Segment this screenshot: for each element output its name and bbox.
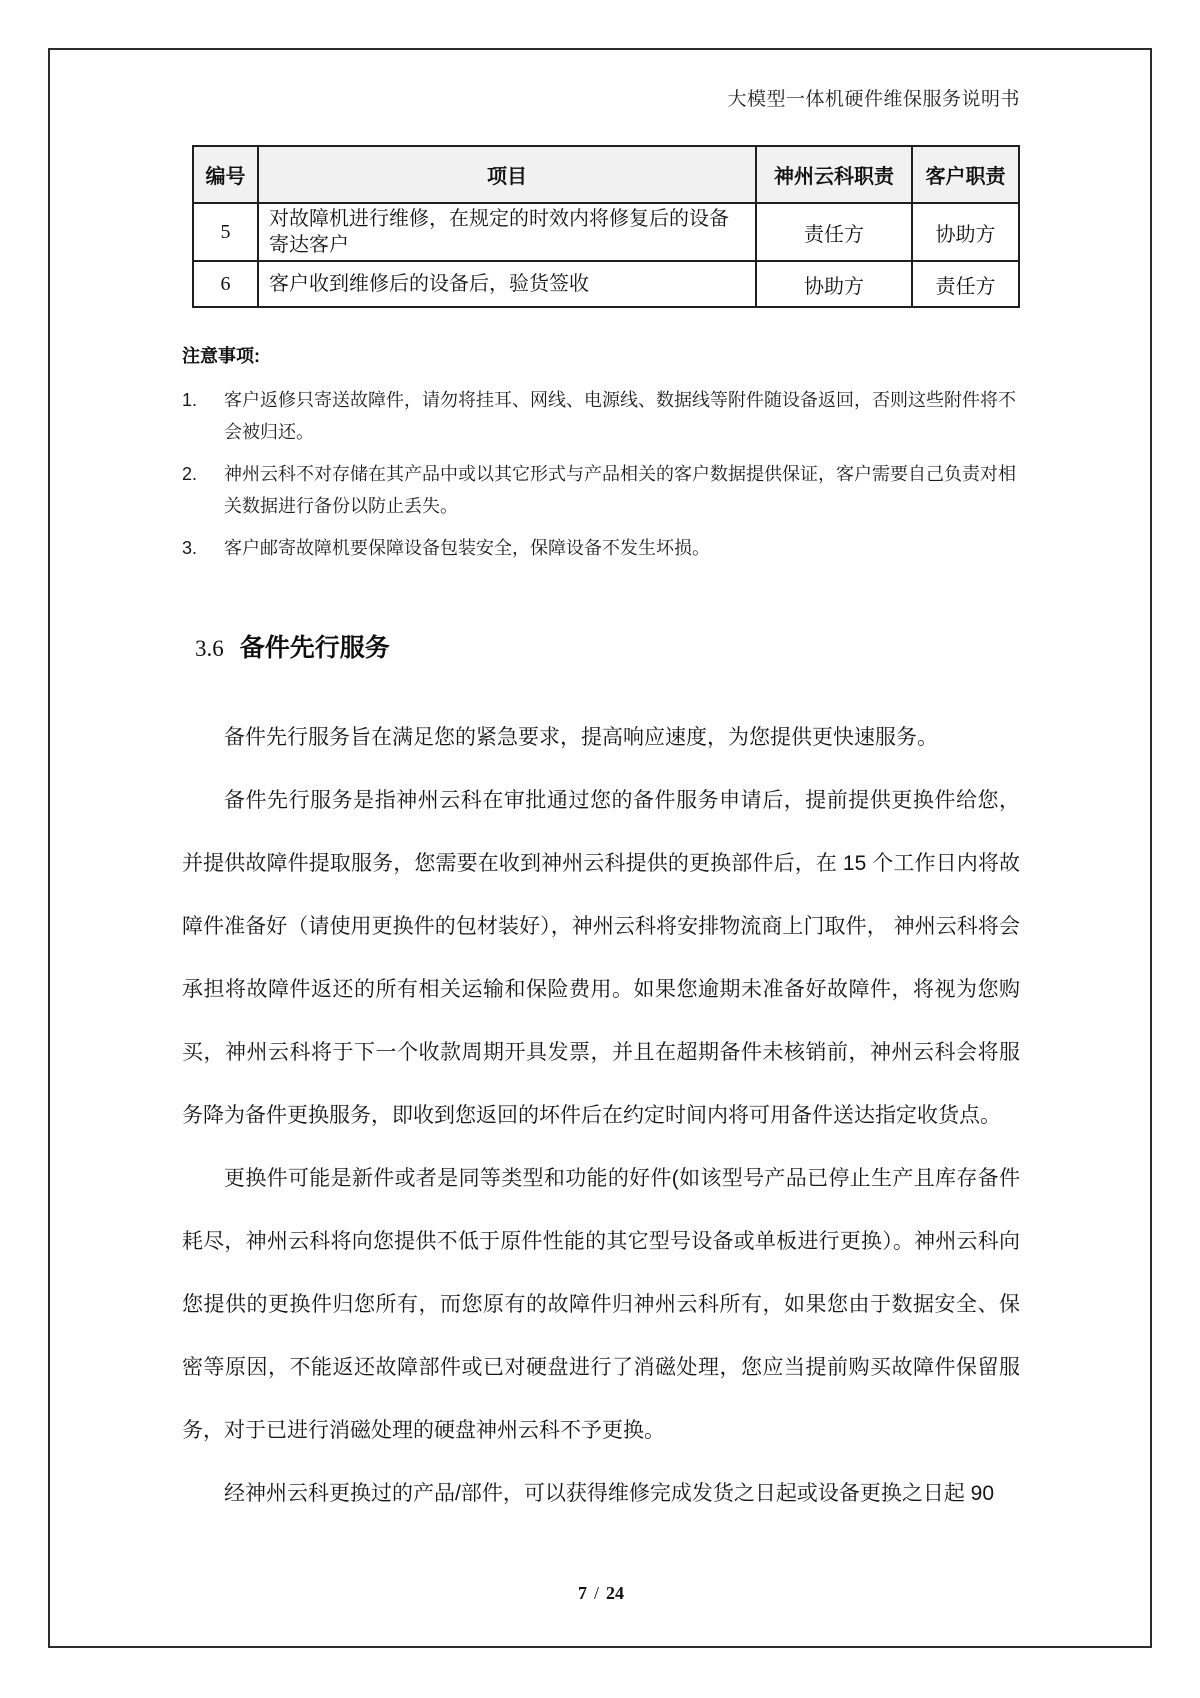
current-page-number: 7 — [577, 1583, 587, 1603]
total-page-count: 24 — [606, 1583, 624, 1603]
section-title: 备件先行服务 — [239, 634, 390, 662]
table-header-row — [193, 146, 1019, 203]
section-number: 3.6 — [195, 636, 224, 661]
page-footer — [182, 1583, 1020, 1604]
section-body — [182, 706, 1020, 1525]
responsibility-table — [192, 145, 1020, 308]
cell-vendor-duty: 责任方 — [756, 203, 912, 261]
column-header-customer-duty: 客户职责 — [912, 146, 1019, 203]
section-heading — [195, 628, 390, 664]
column-header-vendor-duty: 神州云科职责 — [756, 146, 912, 203]
cell-item: 客户收到维修后的设备后，验货签收 — [258, 261, 756, 307]
paragraph: 备件先行服务旨在满足您的紧急要求，提高响应速度，为您提供更快速服务。 — [224, 726, 938, 749]
column-header-number: 编号 — [193, 146, 258, 203]
list-item-text: 神州云科不对存储在其产品中或以其它形式与产品相关的客户数据提供保证，客户需要自己负责对相关数据进行备份以防止丢失。 — [224, 464, 1016, 516]
list-item — [182, 458, 1022, 522]
notes-label: 注意事项: — [182, 346, 260, 366]
table-row — [193, 261, 1019, 307]
cell-number: 5 — [193, 203, 258, 261]
paragraph: 备件先行服务是指神州云科在审批通过您的备件服务申请后，提前提供更换件给您，并提供故障件提取服务，您需要在收到神州云科提供的更换部件后，在 15 个工作日内将故障件准备好（请使用更换件的包材装好），神州云科将安排物流商上门取件， 神州云科将会承担将故障件返还的所有相关运输和保险费用。如果您逾期未准备好故障件，将视为您购买，神州云科将于下一个收款周期开具发票，并且在超期备件未核销前，神州云科会将服务降为备件更换服务，即收到您返回的坏件后在约定时间内将可用备件送达指定收货点。 — [182, 789, 1020, 1127]
list-item-number: 3. — [182, 538, 198, 558]
list-item-number: 1. — [182, 390, 198, 410]
list-item — [182, 384, 1022, 448]
list-item — [182, 532, 1022, 564]
page-number-separator: / — [593, 1583, 599, 1603]
notes-section — [182, 344, 1022, 574]
paragraph: 经神州云科更换过的产品/部件，可以获得维修完成发货之日起或设备更换之日起 90 — [224, 1482, 995, 1505]
cell-vendor-duty: 协助方 — [756, 261, 912, 307]
cell-item: 对故障机进行维修，在规定的时效内将修复后的设备寄达客户 — [258, 203, 756, 261]
cell-number: 6 — [193, 261, 258, 307]
header-title: 大模型一体机硬件维保服务说明书 — [727, 89, 1020, 110]
paragraph: 更换件可能是新件或者是同等类型和功能的好件(如该型号产品已停止生产且库存备件耗尽，神州云科将向您提供不低于原件性能的其它型号设备或单板进行更换）。神州云科向您提供的更换件归您所有，而您原有的故障件归神州云科所有，如果您由于数据安全、保密等原因，不能返还故障部件或已对硬盘进行了消磁处理，您应当提前购买故障件保留服务，对于已进行消磁处理的硬盘神州云科不予更换。 — [182, 1167, 1020, 1442]
cell-customer-duty: 责任方 — [912, 261, 1019, 307]
list-item-text: 客户邮寄故障机要保障设备包装安全，保障设备不发生坏损。 — [224, 538, 710, 558]
table-row — [193, 203, 1019, 261]
list-item-number: 2. — [182, 464, 198, 484]
column-header-item: 项目 — [258, 146, 756, 203]
cell-customer-duty: 协助方 — [912, 203, 1019, 261]
list-item-text: 客户返修只寄送故障件，请勿将挂耳、网线、电源线、数据线等附件随设备返回，否则这些附件将不会被归还。 — [224, 390, 1016, 442]
